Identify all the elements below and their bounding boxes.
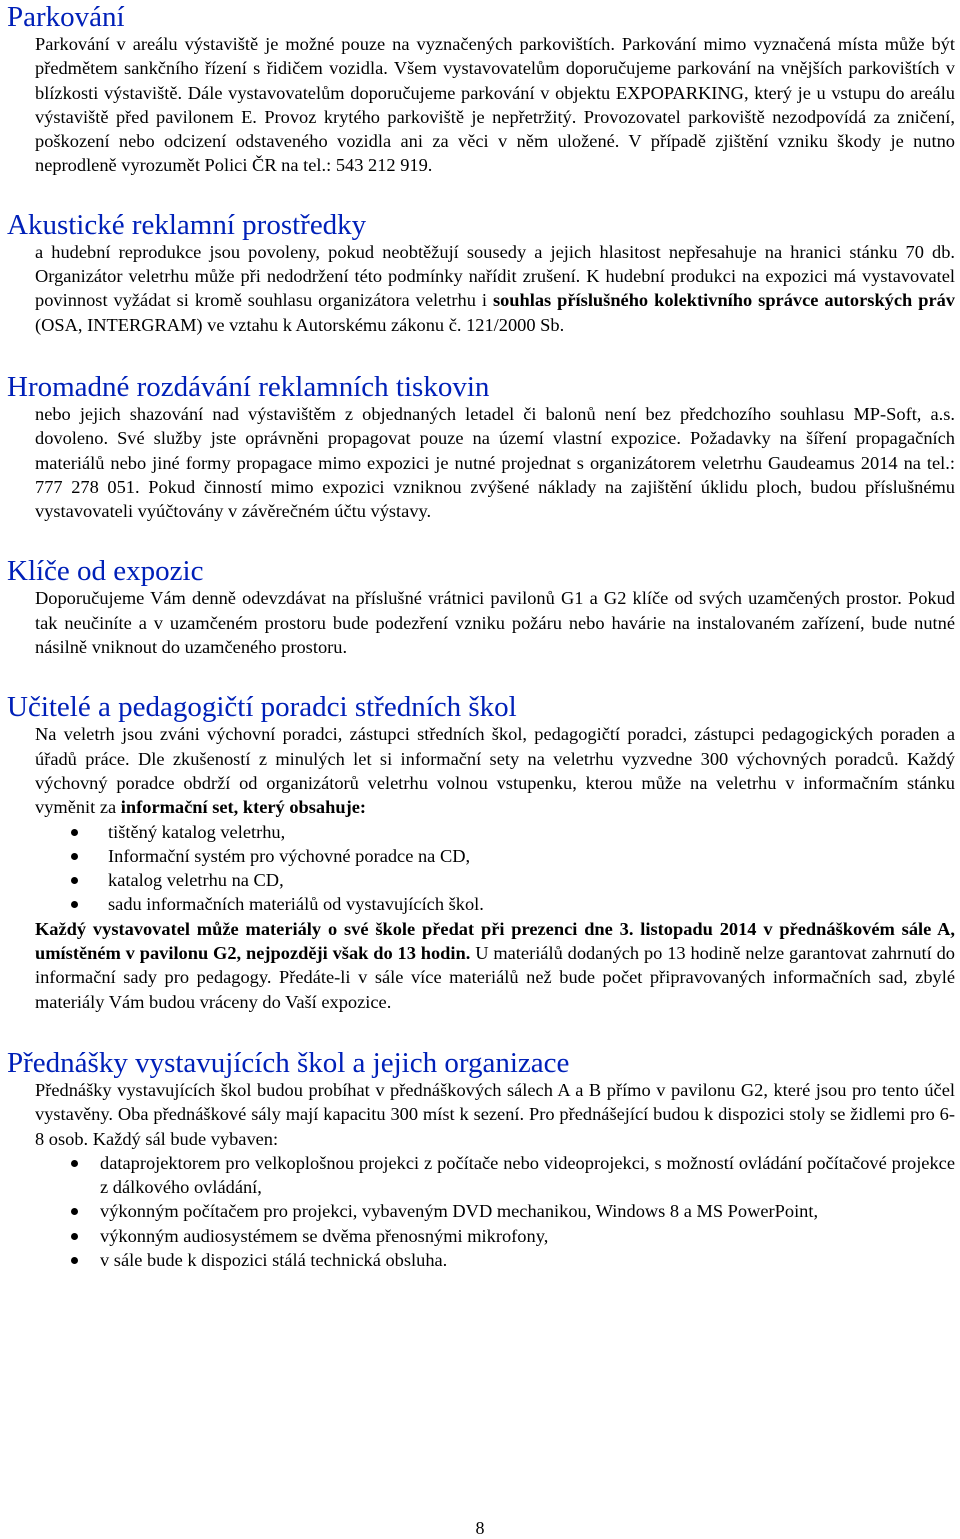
paragraph-parking: Parkování v areálu výstaviště je možné pouze na vyznačených parkovištích. Parkování mimo vyznačená místa může být předmětem sankčního řízení s řidičem vozidla. Všem vystavovatelům doporučujeme parkování na vnějších parkovištích v blízkosti výstaviště. Dále vystavovatelům doporučujeme parkování v objektu EXPOPARKING, který je u vstupu do areálu výstaviště před pavilonem E. Provoz krytého parkoviště je nepřetržitý. Provozovatel parkoviště nezodpovídá za zničení, poškození nebo odcizení odstaveného vozidla ani za věci v něm uložené. V případě zjištění vzniku škody je nutno neprodleně vyrozumět Polici ČR na tel.: 543 212 919. — [35, 34, 955, 176]
list-item-text: sadu informačních materiálů od vystavujících škol. — [108, 894, 484, 915]
bullet-icon — [71, 829, 78, 836]
section-teachers-body — [35, 722, 955, 1014]
heading-parking: Parkování — [7, 1, 125, 33]
paragraph-acoustic — [35, 240, 955, 337]
heading-acoustic: Akustické reklamní prostředky — [7, 208, 367, 241]
paragraph-teachers-intro — [35, 722, 955, 819]
list-item-text: katalog veletrhu na CD, — [108, 870, 284, 891]
acoustic-text-b: (OSA, INTERGRAM) ve vztahu k Autorskému zákonu č. 121/2000 Sb. — [35, 314, 565, 335]
list-item — [35, 892, 955, 916]
list-item — [35, 820, 955, 844]
heading-teachers: Učitelé a pedagogičtí poradci středních škol — [7, 691, 517, 724]
list-item-text: tištěný katalog veletrhu, — [108, 821, 286, 842]
paragraph-distribution: nebo jejich shazování nad výstavištěm z objednaných letadel či balonů není bez předchozího souhlasu MP-Soft, a.s. dovoleno. Své služby jste oprávněni propagovat pouze na území vlastní expozice. Požadavky na šíření propagačních materiálů nebo jiné formy propagace mimo expozici je nutné projednat s organizátorem veletrhu Gaudeamus 2014 na tel.: 777 278 051. Pokud činností mimo expozici vzniknou zvýšené náklady na zajištění úklidu ploch, budou příslušnému vystavovateli vyúčtovány v závěrečném účtu výstavy. — [35, 403, 955, 522]
page-number: 8 — [475, 1518, 485, 1538]
list-item — [35, 1151, 955, 1200]
list-item-text: Informační systém pro výchovné poradce na CD, — [108, 845, 471, 866]
bullet-icon — [71, 1208, 78, 1215]
list-item — [35, 1248, 955, 1272]
heading-distribution: Hromadné rozdávání reklamních tiskovin — [7, 370, 490, 403]
section-lectures-body — [35, 1078, 955, 1272]
list-item-text: výkonným počítačem pro projekci, vybaveným DVD mechanikou, Windows 8 a MS PowerPoint, — [100, 1201, 819, 1222]
acoustic-text-a: a hudební reprodukce jsou povoleny, pokud neobtěžují sousedy a jejich hlasitost nepřesahuje na hranici stánku 70 db. Organizátor veletrhu může při nedodržení této podmínky nařídit zrušení. K hudební produkci na expozici má vystavovatel povinnost vyžádat si kromě souhlasu organizátora veletrhu i — [35, 241, 955, 311]
list-item-text: v sále bude k dispozici stálá technická obsluha. — [100, 1249, 448, 1270]
section-acoustic-body — [35, 240, 955, 337]
list-item-text: výkonným audiosystémem se dvěma přenosnými mikrofony, — [100, 1225, 549, 1246]
list-item — [35, 844, 955, 868]
list-item-text: dataprojektorem pro velkoplošnou projekci z počítače nebo videoprojekci, s možností ovládání počítačové projekce z dálkového ovládání, — [100, 1152, 955, 1198]
bullet-icon — [71, 901, 78, 908]
bullet-icon — [71, 1160, 78, 1167]
heading-keys: Klíče od expozic — [7, 555, 204, 588]
teachers-intro-text: Na veletrh jsou zváni výchovní poradci, zástupci středních škol, pedagogičtí poradci, zástupci pedagogických poraden a úřadů práce. Dle zkušeností z minulých let si informační sety na veletrhu vyzvedne 300 výchovných poradců. Každý výchovný poradce obdrží od organizátorů veletrhu volnou vstupenku, kterou může na veletrhu v informačním stánku vyměnit za — [35, 724, 955, 818]
bullet-icon — [71, 1233, 78, 1240]
list-item — [35, 1199, 955, 1223]
teachers-outro-bold: Každý vystavovatel může materiály o své škole předat při prezenci dne 3. listopadu 2014 v přednáškovém sále A, umístěném v pavilonu G2, nejpozději však do 13 hodin. — [35, 918, 955, 964]
section-distribution-body — [35, 402, 955, 523]
bullet-icon — [71, 877, 78, 884]
paragraph-teachers-outro — [35, 917, 955, 1014]
acoustic-text-bold: souhlas příslušného kolektivního správce autorských práv — [492, 290, 955, 311]
bullet-icon — [71, 1257, 78, 1264]
teachers-set-list — [35, 820, 955, 917]
heading-lectures: Přednášky vystavujících škol a jejich organizace — [7, 1046, 570, 1079]
teachers-intro-bold: informační set, který obsahuje: — [120, 797, 366, 818]
paragraph-lectures-intro: Přednášky vystavujících škol budou probíhat v přednáškových sálech A a B přímo v pavilonu G2, které jsou pro tento účel vystavěny. Oba přednáškové sály mají kapacitu 300 míst k sezení. Pro přednášející budou k dispozici stoly se židlemi pro 6-8 osob. Každý sál bude vybaven: — [35, 1079, 955, 1149]
lectures-equipment-list — [35, 1151, 955, 1272]
section-keys-body — [35, 586, 955, 659]
list-item — [35, 868, 955, 892]
teachers-outro-text: U materiálů dodaných po 13 hodině nelze garantovat zahrnutí do informační sady pro pedagogy. Předáte-li v sále více materiálů než bude počet připravovaných informačních sad, zbylé materiály Vám budou vráceny do Vaší expozice. — [35, 943, 955, 1012]
list-item — [35, 1224, 955, 1248]
section-parking-body — [35, 32, 955, 178]
paragraph-keys: Doporučujeme Vám denně odevzdávat na příslušné vrátnici pavilonů G1 a G2 klíče od svých uzamčených prostor. Pokud tak neučiníte a v uzamčeném prostoru bude podezření vzniku požáru nebo havárie na instalovaném zařízení, bude nutné násilně vniknout do uzamčeného prostoru. — [35, 588, 955, 658]
bullet-icon — [71, 853, 78, 860]
